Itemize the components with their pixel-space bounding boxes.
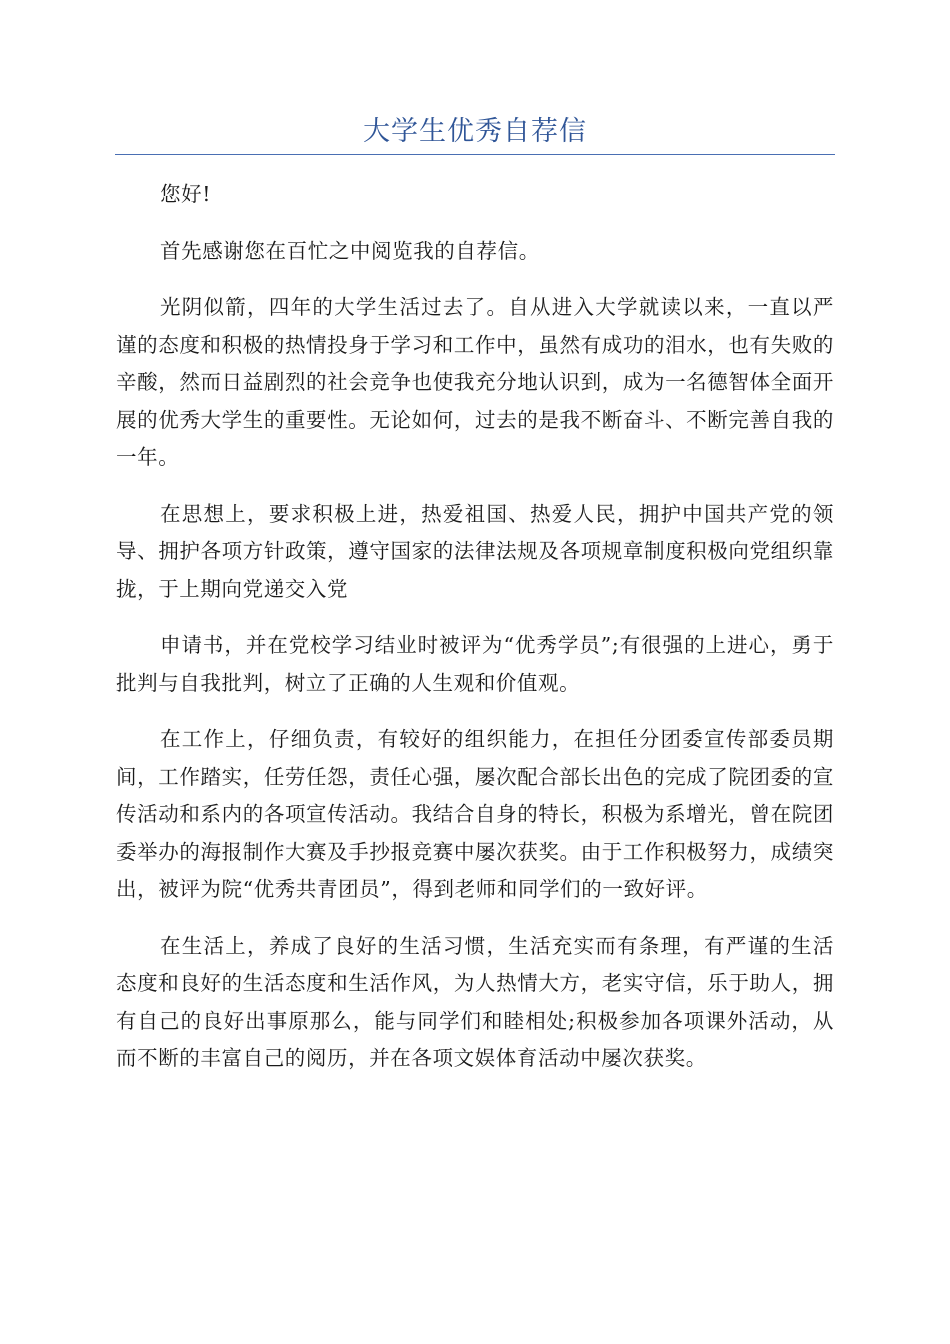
page-title: 大学生优秀自荐信 [363,116,587,147]
party-application-paragraph: 申请书，并在党校学习结业时被评为“优秀学员”;有很强的上进心，勇于批判与自我批判，树立了正确的人生观和价值观。 [116,633,834,695]
title-underline [115,154,835,155]
thanks-paragraph: 首先感谢您在百忙之中阅览我的自荐信。 [160,238,540,263]
intro-paragraph: 光阴似箭，四年的大学生活过去了。自从进入大学就读以来，一直以严谨的态度和积极的热情投身于学习和工作中，虽然有成功的泪水，也有失败的辛酸，然而日益剧烈的社会竞争也使我充分地认识到，成为一名德智体全面开展的优秀大学生的重要性。无论如何，过去的是我不断奋斗、不断完善自我的一年。 [116,295,834,469]
letter-body [116,176,834,1097]
work-paragraph: 在工作上，仔细负责，有较好的组织能力，在担任分团委宣传部委员期间，工作踏实，任劳任怨，责任心强，屡次配合部长出色的完成了院团委的宣传活动和系内的各项宣传活动。我结合自身的特长，积极为系增光，曾在院团委举办的海报制作大赛及手抄报竞赛中屡次获奖。由于工作积极努力，成绩突出，被评为院“优秀共青团员”，得到老师和同学们的一致好评。 [116,727,834,901]
life-paragraph: 在生活上，养成了良好的生活习惯，生活充实而有条理，有严谨的生活态度和良好的生活态度和生活作风，为人热情大方，老实守信，乐于助人，拥有自己的良好出事原那么，能与同学们和睦相处;积极参加各项课外活动，从而不断的丰富自己的阅历，并在各项文娱体育活动中屡次获奖。 [116,933,834,1070]
greeting-paragraph: 您好! [160,182,212,206]
ideology-paragraph: 在思想上，要求积极上进，热爱祖国、热爱人民，拥护中国共产党的领导、拥护各项方针政策，遵守国家的法律法规及各项规章制度积极向党组织靠拢，于上期向党递交入党 [116,501,834,601]
